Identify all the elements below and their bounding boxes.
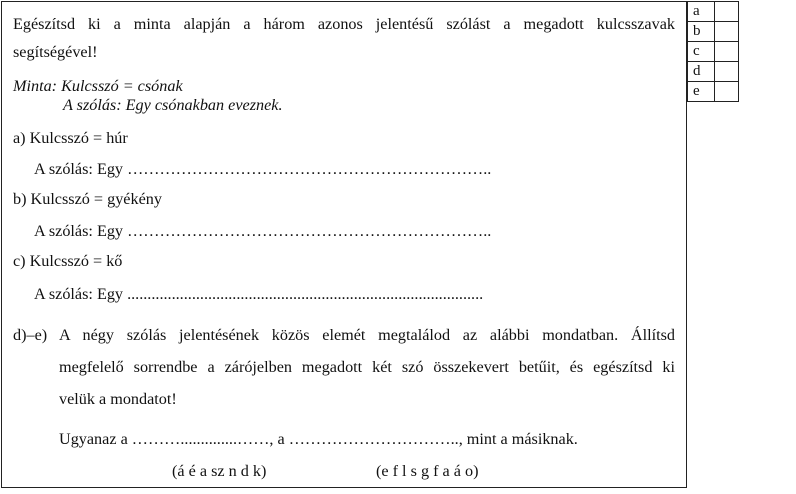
part-de-line-2: megfelelő sorrendbe a zárójelben megadott két szó összekevert betűit, és egészítsd ki bbox=[59, 358, 675, 376]
score-row-a bbox=[688, 2, 739, 22]
score-row-e bbox=[688, 82, 739, 102]
instruction-line-1: Egészítsd ki a minta alapján a három azonos jelentésű szólást a megadott kulcsszavak bbox=[13, 15, 675, 33]
score-row-b bbox=[688, 22, 739, 42]
score-label-e: e bbox=[688, 82, 715, 102]
score-box-a[interactable] bbox=[715, 2, 739, 22]
item-a-answer-line[interactable]: A szólás: Egy ………………………………………………………….. bbox=[34, 160, 492, 178]
score-box-b[interactable] bbox=[715, 22, 739, 42]
scrambled-word-hint-1: (á é a sz n d k) bbox=[172, 462, 267, 480]
part-de-line-1: d)–e) A négy szólás jelentésének közös elemét megtalálod az alábbi mondatban. Állítsd bbox=[13, 326, 675, 344]
score-label-a: a bbox=[688, 2, 715, 22]
item-a-key: a) Kulcsszó = húr bbox=[13, 129, 128, 147]
example-saying: A szólás: Egy csónakban eveznek. bbox=[63, 96, 283, 114]
part-de-line-3: velük a mondatot! bbox=[59, 390, 177, 408]
score-row-c bbox=[688, 42, 739, 62]
item-c-key: c) Kulcsszó = kő bbox=[13, 252, 123, 270]
score-box-d[interactable] bbox=[715, 62, 739, 82]
score-label-b: b bbox=[688, 22, 715, 42]
example-key: Minta: Kulcsszó = csónak bbox=[13, 77, 183, 95]
fill-in-sentence[interactable]: Ugyanaz a ………..............……, a ………………………….., mint a másiknak. bbox=[59, 430, 578, 448]
score-label-c: c bbox=[688, 42, 715, 62]
item-b-answer-line[interactable]: A szólás: Egy ………………………………………………………….. bbox=[34, 222, 492, 240]
score-box-c[interactable] bbox=[715, 42, 739, 62]
task-frame bbox=[1, 1, 687, 488]
score-label-d: d bbox=[688, 62, 715, 82]
instruction-line-2: segítségével! bbox=[13, 43, 98, 61]
scrambled-word-hint-2: (e f l s g f a á o) bbox=[376, 462, 479, 480]
item-c-answer-line[interactable]: A szólás: Egy ........................................................................................ bbox=[34, 285, 484, 303]
score-box-e[interactable] bbox=[715, 82, 739, 102]
score-grid bbox=[687, 1, 739, 102]
score-row-d bbox=[688, 62, 739, 82]
item-b-key: b) Kulcsszó = gyékény bbox=[13, 190, 162, 208]
